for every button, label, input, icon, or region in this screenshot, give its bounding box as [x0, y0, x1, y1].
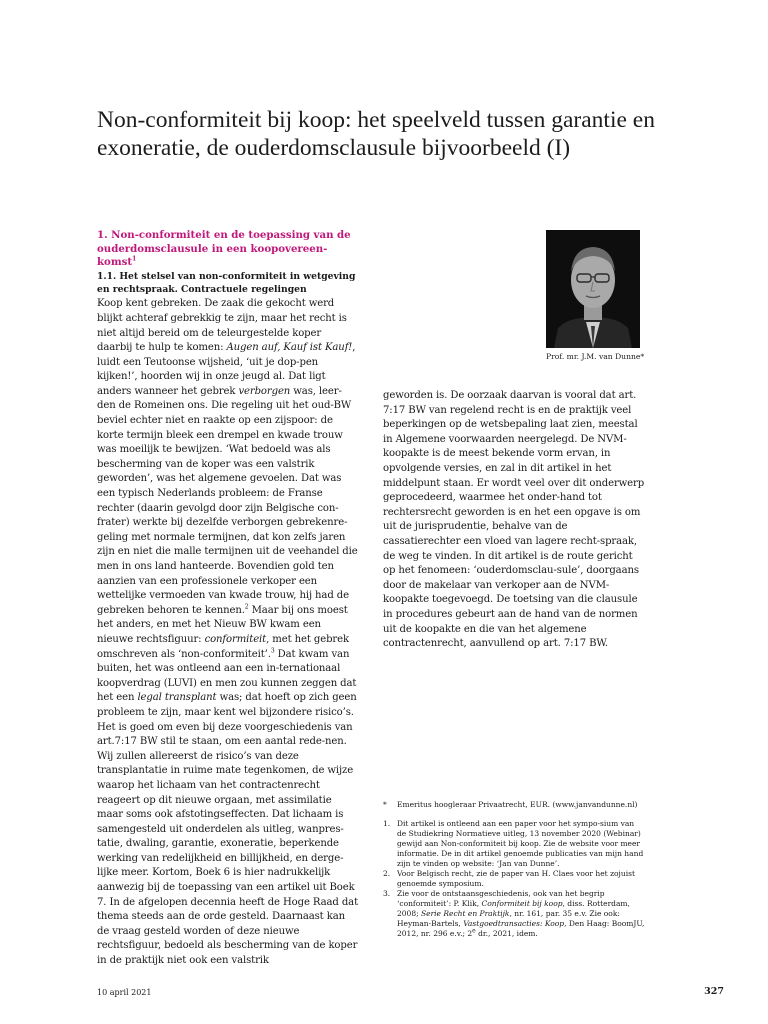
page-number: 327 — [704, 986, 724, 997]
paragraph: Koop kent gebreken. De zaak die gekocht werd blijkt achteraf gebrekkig te zijn, maar het recht is niet altijd bereid om de teleurgestelde koper daarbij te hulp te komen: Augen auf, Kauf ist Kauf!, luidt een Teutoonse wijsheid, ‘uit je dop-pen kijken!’, hoorden wij in onze jeugd al. Dat ligt anders wanneer het gebrek verborgen was, leer-den de Romeinen ons. Die regeling uit het oud-BW beviel echter niet en raakte op een zijspoor: de korte termijn bleek een drempel en kwade trouw was moeilijk te bewijzen. ‘Wat bedoeld was als bescherming van de koper was een valstrik geworden’, was het algemene gevoelen. Dat was een typisch Nederlands probleem: de Franse rechter (daarin gevolgd door zijn Belgische con-frater) werkte bij dezelfde verborgen gebrekenre-geling met normale termijnen, dat kon zelfs jaren zijn en niet die malle termijnen uit de veehandel die men in ons land hanteerde. Bovendien gold ten aanzien van een professionele verkoper een wettelijke vermoeden van kwade trouw, hij had de gebreken behoren te kennen.$^2$ Maar bij ons moest het anders, en met het Nieuw BW kwam een nieuwe rechtsfiguur: conformiteit, met het gebrek omschreven als ‘non-conformiteit’.$^3$ Dat kwam van buiten, het was ontleend aan een in-ternationaal koopverdrag (LUVI) en men zou kunnen zeggen dat het een legal transplant was; dat hoeft op zich geen probleem te zijn, maar kent wel bijzondere risico’s. — [97, 298, 358, 718]
left-column-body — [97, 297, 359, 968]
author-caption: Prof. mr. J.M. van Dunne* — [546, 352, 645, 361]
left-column — [97, 229, 359, 969]
footnote-ref[interactable]: 2 — [244, 603, 249, 611]
footnote-author: * Emeritus hoogleraar Privaatrecht, EUR. (www.janvandunne.nl) — [383, 800, 638, 809]
footnote-3: 3. Zie voor de ontstaansgeschiedenis, ook van het begrip ‘conformiteit’: P. Klik, Conformiteit bij koop, diss. Rotterdam, 2008; Serie Recht en Praktijk, nr. 161, par. 35 e.v. Zie ook: Heyman-Bartels, Vastgoedtransacties: Koop, Den Haag: BoomJU, 2012, nr. 296 e.v.; 2e dr., 2021, idem. — [383, 889, 645, 938]
article-title: Non-conformiteit bij koop: het speelveld tussen garantie en exoneratie, de ouderdomsclausule bijvoorbeeld (I) — [97, 107, 655, 161]
paragraph: Het is goed om even bij deze voorgeschiedenis van art.7:17 BW stil te staan, om een aantal rede-nen. Wij zullen allereerst de risico’s van deze transplantatie in ruime mate tegenkomen, de wijze waarop het lichaam van het contractenrecht reageert op dit nieuwe orgaan, met assimilatie maar soms ook afstotingseffecten. Dat lichaam is samengesteld uit onderdelen als uitleg, wanpres-tatie, dwaling, garantie, exoneratie, beperkende werking van redelijkheid en billijkheid, en derge-lijke meer. Kortom, Boek 6 is hier nadrukkelijk aanwezig bij de toepassing van een artikel uit Boek 7. In de afgelopen decennia heeft de Hoge Raad dat thema steeds aan de orde gesteld. Daarnaast kan de vraag gesteld worden of deze nieuwe rechtsfiguur, bedoeld als bescherming van de koper in de praktijk niet ook een valstrik — [97, 721, 359, 967]
right-column-body — [383, 389, 645, 652]
section-heading: 1. Non-conformiteit en de toepassing van de ouderdomsclausule in een koopovereen-komst$^1$ — [97, 229, 351, 268]
subsection-heading: 1.1. Het stelsel van non-conformiteit in wetgeving en rechtspraak. Contractuele regelingen — [97, 270, 356, 295]
footnotes — [383, 800, 645, 939]
author-portrait-image — [546, 230, 640, 348]
footnote-1: 1. Dit artikel is ontleend aan een paper voor het sympo-sium van de Studiekring Normatieve uitleg, 13 november 2020 (Webinar) gewijd aan Non-conformiteit bij koop. Zie de website voor meer informatie. De in dit artikel genoemde publicaties van mijn hand zijn te vinden op website: ‘Jan van Dunne’. — [383, 819, 644, 868]
author-photo — [546, 230, 640, 348]
paragraph: geworden is. De oorzaak daarvan is vooral dat art. 7:17 BW van regelend recht is en de praktijk veel beperkingen op de wetsbepaling laat zien, meestal in Algemene voorwaarden neergelegd. De NVM-koopakte is de meest bekende vorm ervan, in opvolgende versies, en zal in dit artikel in het middelpunt staan. Er wordt veel over dit onderwerp geprocedeerd, waarmee het onder-hand tot rechtersrecht geworden is en het een opgave is om uit de jurisprudentie, behalve van de cassatierechter een vloed van lagere recht-spraak, de weg te vinden. In dit artikel is de route gericht op het fenomeen: ‘ouderdomsclau-sule’, doorgaans door de makelaar van verkoper aan de NVM-koopakte toegevoegd. De toetsing van die clausule in procedures gebeurt aan de hand van de normen uit de koopakte en die van het algemene contractenrecht, aanvullend op art. 7:17 BW. — [383, 390, 645, 650]
footer-date: 10 april 2021 — [97, 988, 152, 997]
footnote-ref[interactable]: 3 — [270, 647, 275, 655]
footnote-2: 2. Voor Belgisch recht, zie de paper van H. Claes voor het zojuist genoemde symposium. — [383, 869, 635, 888]
